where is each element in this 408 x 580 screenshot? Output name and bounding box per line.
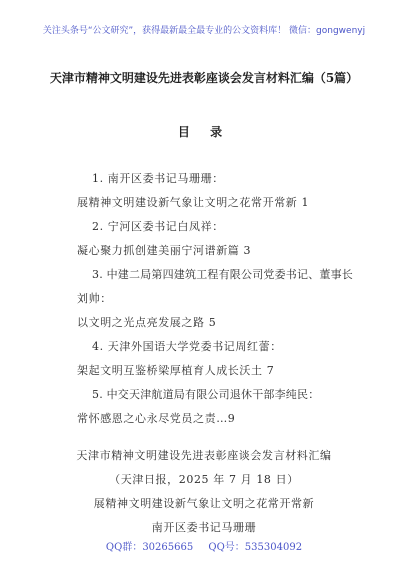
header-promo-note: 关注头条号“公文研究”，获得最新最全最专业的公文资料库！ 微信：gongwenyj [42,26,366,36]
footer-contact [0,538,408,553]
toc-item-5-title: 常怀感恩之心永尽党员之责…9 [77,412,236,425]
body-source-line: （天津日报，2025 年 7 月 18 日） [109,473,299,486]
body-article-author: 南开区委书记马珊珊 [151,521,257,534]
toc-item-4-title: 架起文明互鉴桥梁厚植育人成长沃土 7 [77,364,275,377]
toc-item-5-author: 5. 中交天津航道局有限公司退休干部李纯民： [92,388,320,401]
footer-qq-group: QQ群：30265665 [105,542,194,553]
body-article-title: 展精神文明建设新气象让文明之花常开常新 [93,497,315,510]
toc-item-3-author: 3. 中建二局第四建筑工程有限公司党委书记、董事长 [92,268,353,281]
toc-item-4-author: 4. 天津外国语大学党委书记周红蕾： [92,340,282,353]
footer-qq-number: QQ号：535304092 [208,542,303,553]
toc-heading: 目 录 [177,125,231,139]
body-heading: 天津市精神文明建设先进表彰座谈会发言材料汇编 [76,449,332,462]
toc-item-2-author: 2. 宁河区委书记白凤祥： [92,220,224,233]
toc-item-3-author-cont: 刘帅： [77,292,112,305]
document-title: 天津市精神文明建设先进表彰座谈会发言材料汇编（5篇） [49,71,359,85]
toc-item-1-author: 1. 南开区委书记马珊珊： [92,172,224,185]
toc-item-2-title: 凝心聚力抓创建美丽宁河谱新篇 3 [77,244,252,257]
toc-item-1-title: 展精神文明建设新气象让文明之花常开常新 1 [77,196,310,209]
toc-item-3-title: 以文明之光点亮发展之路 5 [77,316,217,329]
